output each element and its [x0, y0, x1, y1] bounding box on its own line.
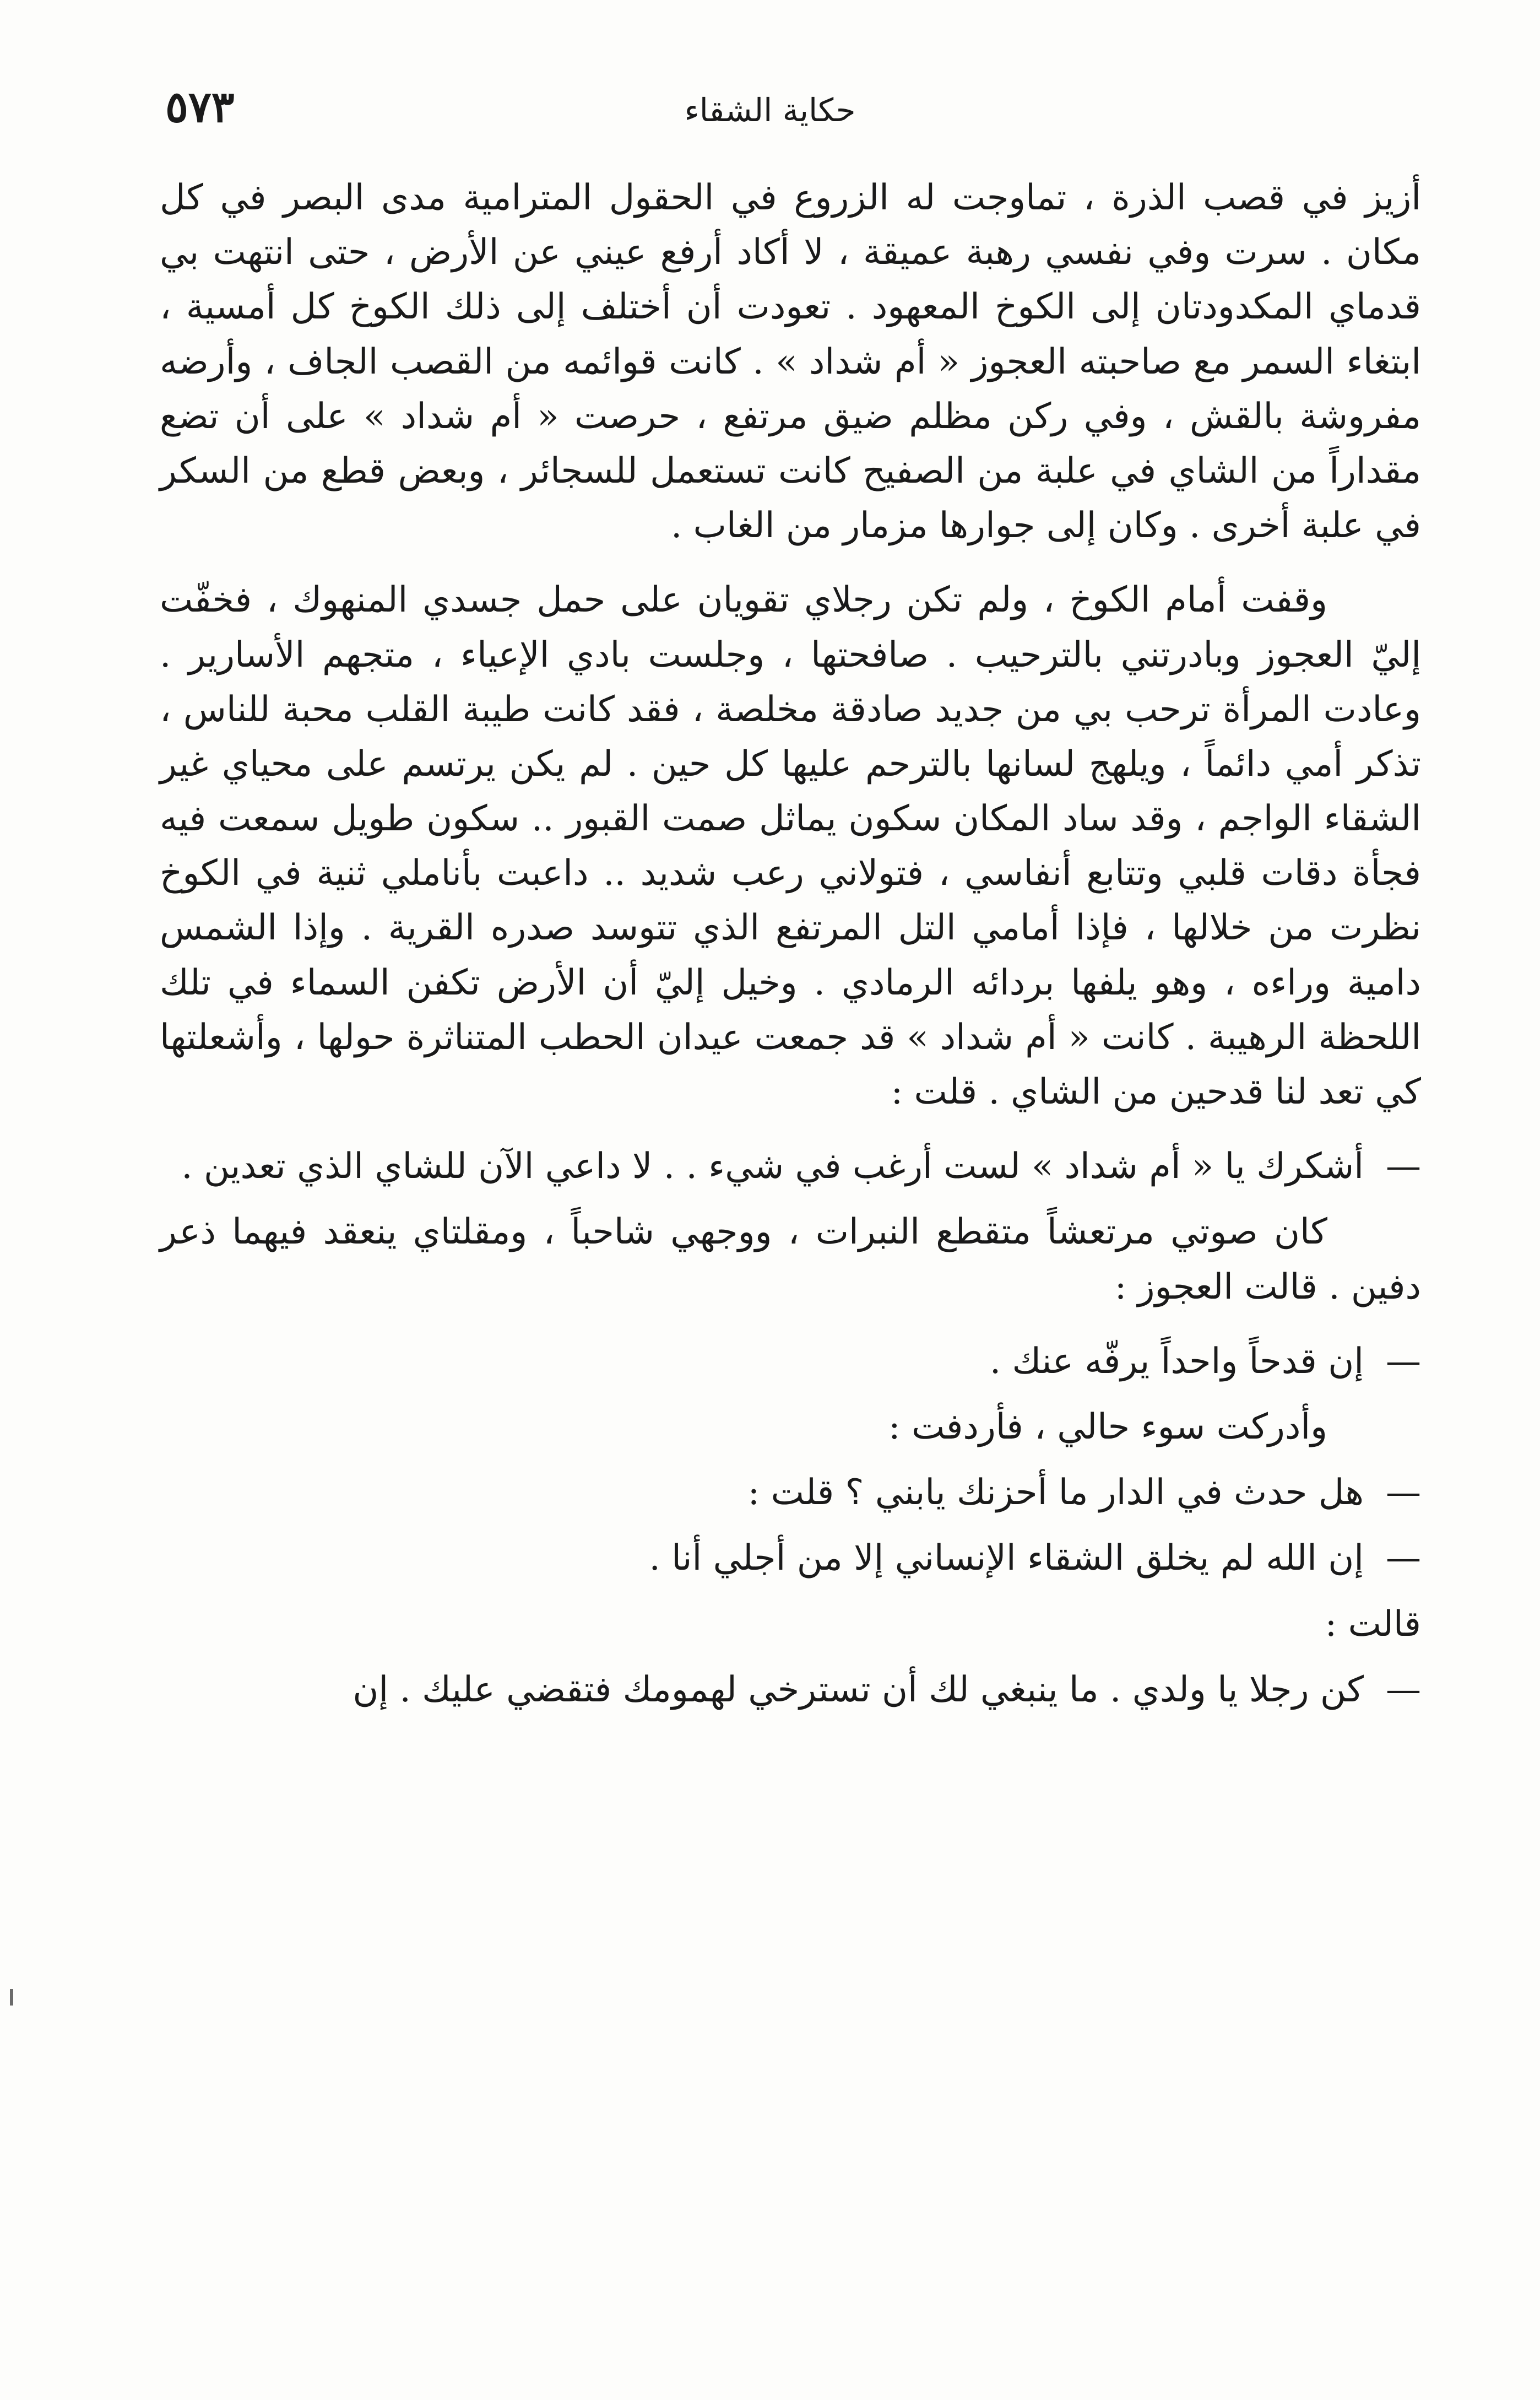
dialogue-line [160, 1466, 1421, 1520]
dialogue-dash: — [1386, 1669, 1421, 1710]
dialogue-dash: — [1386, 1340, 1421, 1382]
dialogue-text: إن الله لم يخلق الشقاء الإنساني إلا من أجلي أنا . [649, 1538, 1364, 1579]
narration-line: وأدركت سوء حالي ، فأردفت : [888, 1406, 1327, 1447]
page-number: ٥٧٣ [165, 82, 235, 132]
body-text [160, 171, 1421, 1728]
dialogue-dash: — [1386, 1472, 1421, 1513]
dialogue-line [160, 1663, 1421, 1717]
margin-mark [10, 1989, 13, 2006]
dialogue-text: هل حدث في الدار ما أحزنك يابني ؟ قلت : [747, 1472, 1364, 1513]
page-header [165, 83, 1375, 143]
dialogue-text: أشكرك يا « أم شداد » لست أرغب في شيء . . لا داعي الآن للشاي الذي تعدين . [181, 1146, 1364, 1187]
dialogue-dash: — [1386, 1538, 1421, 1579]
dialogue-text: كن رجلا يا ولدي . ما ينبغي لك أن تسترخي لهمومك فتقضي عليك . إن [353, 1669, 1364, 1710]
paragraph: كان صوتي مرتعشاً متقطع النبرات ، ووجهي شاحباً ، ومقلتاي ينعقد فيهما ذعر دفين . قالت العجوز : [160, 1212, 1421, 1307]
paragraph: وقفت أمام الكوخ ، ولم تكن رجلاي تقويان على حمل جسدي المنهوك ، فخفّت إليّ العجوز وبادرتني بالترحيب . صافحتها ، وجلست بادي الإعياء ، متجهم الأسارير . وعادت المرأة ترحب بي من جديد صادقة مخلصة ، فقد كانت طيبة القلب محبة للناس ، تذكر أمي دائماً ، ويلهج لسانها بالترحم عليها كل حين . لم يكن يرتسم على محياي غير الشقاء الواجم ، وقد ساد المكان سكون يماثل صمت القبور .. سكون طويل سمعت فيه فجأة دقات قلبي وتتابع أنفاسي ، فتولاني رعب شديد .. داعبت بأناملي ثنية في الكوخ نظرت من خلالها ، فإذا أمامي التل المرتفع الذي تتوسد صدره القرية . وإذا الشمس دامية وراءه ، وهو يلفها بردائه الرمادي . وخيل إليّ أن الأرض تكفن السماء في تلك اللحظة الرهيبة . كانت « أم شداد » قد جمعت عيدان الحطب المتناثرة حولها ، وأشعلتها كي تعد لنا قدحين من الشاي . قلت : [160, 580, 1422, 1112]
dialogue-line [160, 1334, 1421, 1389]
dialogue-dash: — [1386, 1146, 1421, 1187]
running-title: حكاية الشقاء [684, 91, 856, 129]
paragraph: أزيز في قصب الذرة ، تماوجت له الزروع في الحقول المترامية مدى البصر في كل مكان . سرت وفي نفسي رهبة عميقة ، لا أكاد أرفع عيني عن الأرض ، حتى انتهت بي قدماي المكدودتان إلى الكوخ المعهود . تعودت أن أختلف إلى ذلك الكوخ كل أمسية ، ابتغاء السمر مع صاحبته العجوز « أم شداد » . كانت قوائمه من القصب الجاف ، وأرضه مفروشة بالقش ، وفي ركن مظلم ضيق مرتفع ، حرصت « أم شداد » على أن تضع مقداراً من الشاي في علبة من الصفيح كانت تستعمل للسجائر ، وبعض قطع من السكر في علبة أخرى . وكان إلى جوارها مزمار من الغاب . [160, 177, 1422, 547]
dialogue-text: إن قدحاً واحداً يرفّه عنك . [989, 1340, 1364, 1382]
narration-line: قالت : [1325, 1603, 1421, 1645]
dialogue-line [160, 1531, 1421, 1586]
dialogue-line [160, 1139, 1421, 1194]
